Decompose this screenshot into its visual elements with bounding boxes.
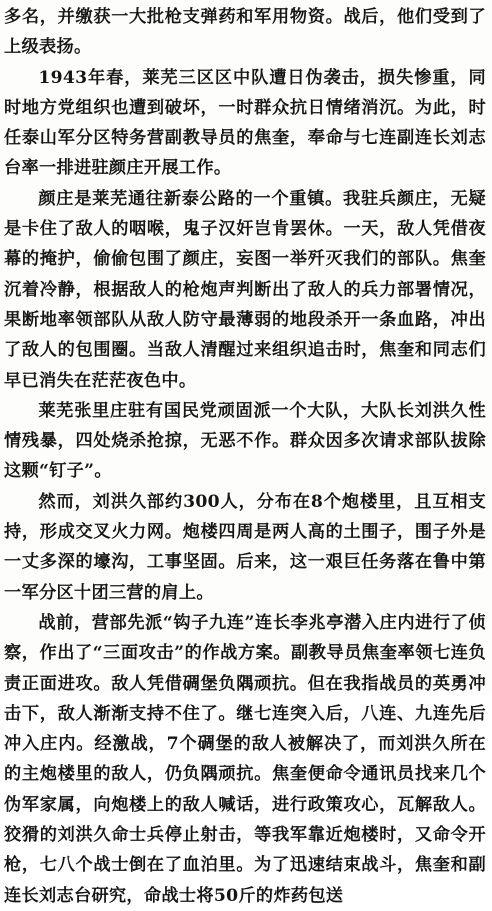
paragraph-battle: 战前，营部先派“钩子九连”连长李兆亭潜入庄内进行了侦察，作出了“三面攻击”的作战方案。副教导员焦奎率领七连负责正面进攻。敌人凭借碉堡负隅顽抗。但在我指战员的英勇冲击下，敌人渐渐支持不住了。继七连突入后，八连、九连先后冲入庄内。经激战，7个碉堡的敌人被解决了，而刘洪久所在的主炮楼里的敌人，仍负隅顽抗。焦奎便命令通讯员找来几个伪军家属，向炮楼上的敌人喊话，进行政策攻心，瓦解敌人。狡猾的刘洪久命士兵停止射击，等我军靠近炮楼时，又命令开枪，七八个战士倒在了血泊里。为了迅速结束战斗，焦奎和副连长刘志台研究，命战士将50斤的炸药包送 (4, 612, 486, 906)
paragraph-continuation: 多名，并缴获一大批枪支弹药和军用物资。战后，他们受到了上级表扬。 (4, 7, 486, 58)
paragraph-yanzhuang-deployment: 1943年春，莱芜三区区中队遭日伪袭击，损失惨重，同时地方党组织也遭到破坏，一时群众抗日情绪消沉。为此，时任泰山军分区特务营副教导员的焦奎，奉命与七连副连长刘志台率一排进驻颜庄开展工作。 (4, 67, 486, 179)
document-body (4, 2, 486, 911)
paragraph-yanzhuang-breakout: 颜庄是莱芜通往新泰公路的一个重镇。我驻兵颜庄，无疑是卡住了敌人的咽喉，鬼子汉奸岂肯罢休。一天，敌人凭借夜幕的掩护，偷偷包围了颜庄，妄图一举歼灭我们的部队。焦奎沉着冷静，根据敌人的枪炮声判断出了敌人的兵力部署情况，果断地率领部队从敌人防守最薄弱的地段杀开一条血路，冲出了敌人的包围圈。当敌人清醒过来组织追击时，焦奎和同志们早已消失在茫茫夜色中。 (4, 188, 486, 391)
paragraph-fortifications: 然而，刘洪久部约300人，分布在8个炮楼里，且互相支持，形成交叉火力网。炮楼四周是两人高的土围子，围子外是一丈多深的壕沟，工事坚固。后来，这一艰巨任务落在鲁中第一军分区十团三营的肩上。 (4, 491, 486, 603)
paragraph-zhangli-village: 莱芜张里庄驻有国民党顽固派一个大队，大队长刘洪久性情残暴，四处烧杀抢掠，无恶不作。群众因多次请求部队拔除这颗“钉子”。 (4, 400, 486, 482)
